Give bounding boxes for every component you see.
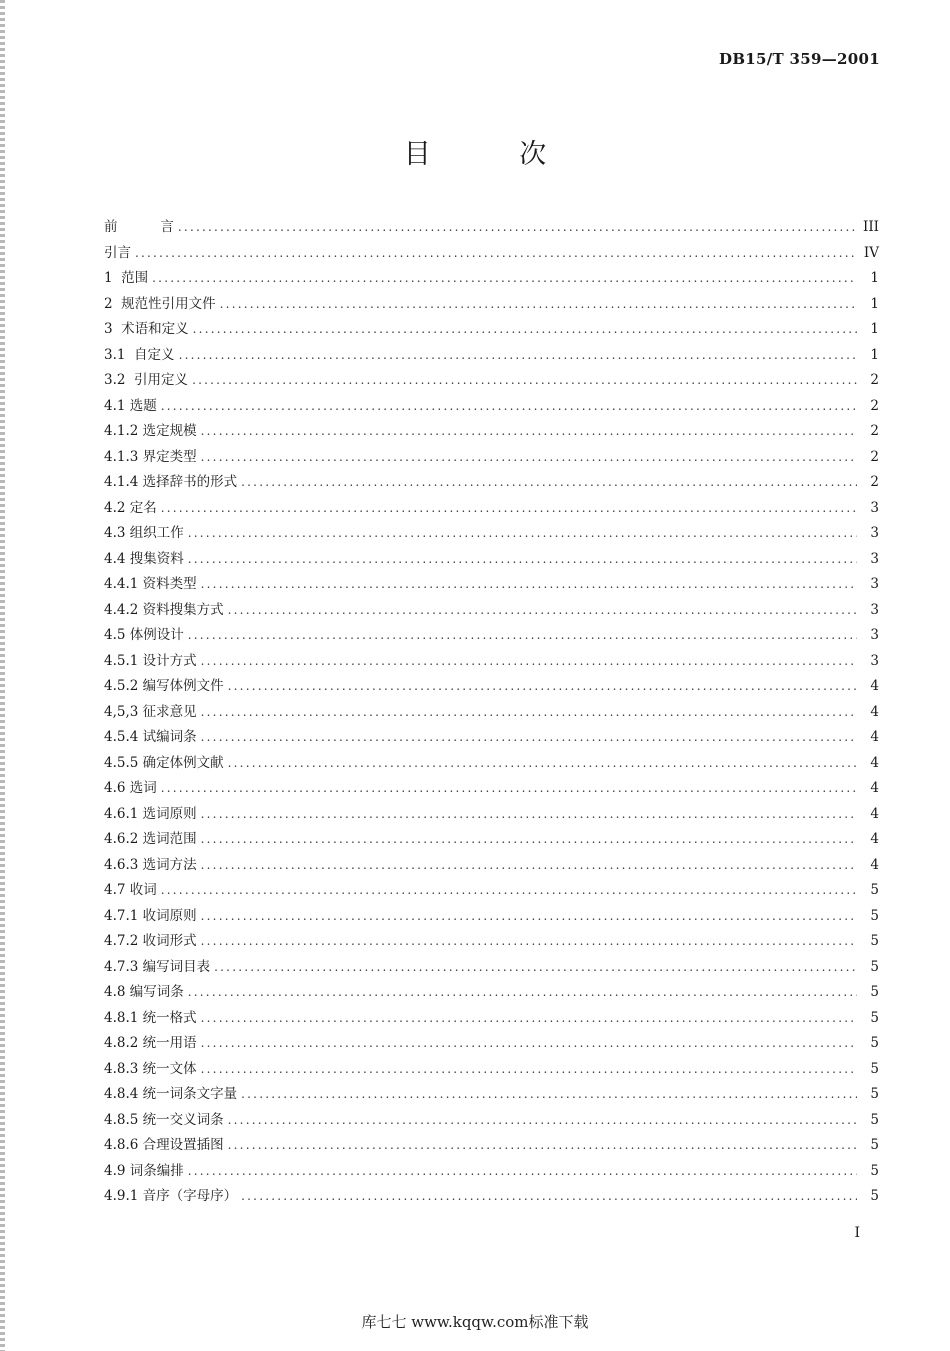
toc-leader-dots bbox=[179, 343, 857, 369]
toc-entry-page: 2 bbox=[870, 372, 879, 388]
toc-entry-label: 1 范围 bbox=[104, 270, 149, 286]
toc-entry-page: 3 bbox=[870, 652, 879, 669]
toc-entry-page: 5 bbox=[870, 1086, 879, 1102]
toc-leader-dots bbox=[201, 572, 857, 598]
toc-leader-dots bbox=[228, 674, 857, 700]
document-code: DB15/T 359—2001 bbox=[719, 50, 880, 68]
toc-entry[interactable] bbox=[104, 215, 879, 241]
toc-leader-dots bbox=[152, 266, 857, 292]
toc-entry[interactable] bbox=[104, 623, 879, 649]
page-title: 目 次 bbox=[403, 139, 587, 170]
toc-leader-dots bbox=[201, 802, 857, 828]
toc-entry[interactable] bbox=[104, 955, 879, 981]
toc-entry-label: 4.7.2 收词形式 bbox=[104, 933, 197, 949]
toc-leader-dots bbox=[201, 1006, 857, 1032]
toc-leader-dots bbox=[228, 1108, 857, 1134]
toc-entry-page: 4 bbox=[870, 856, 879, 873]
toc-leader-dots bbox=[178, 215, 857, 241]
toc-entry[interactable] bbox=[104, 700, 879, 726]
toc-entry-label: 4.1.3 界定类型 bbox=[104, 448, 197, 465]
toc-leader-dots bbox=[228, 1133, 857, 1159]
toc-entry[interactable] bbox=[104, 878, 879, 904]
toc-leader-dots bbox=[193, 317, 857, 343]
page-number: I bbox=[854, 1225, 860, 1241]
toc-entry[interactable] bbox=[104, 1108, 879, 1134]
toc-entry[interactable] bbox=[104, 751, 879, 777]
toc-leader-dots bbox=[228, 751, 857, 777]
toc-entry-page: 2 bbox=[870, 423, 879, 439]
toc-entry-page: 3 bbox=[870, 601, 879, 618]
toc-entry-page: 5 bbox=[870, 984, 879, 1000]
toc-entry[interactable] bbox=[104, 266, 879, 292]
toc-entry[interactable] bbox=[104, 1133, 879, 1159]
toc-entry-label: 4.5.5 确定体例文献 bbox=[104, 754, 224, 771]
toc-entry[interactable] bbox=[104, 445, 879, 471]
toc-entry-label: 4.6.2 选词范围 bbox=[104, 831, 197, 847]
toc-leader-dots bbox=[201, 929, 857, 955]
toc-entry-label: 4.8 编写词条 bbox=[104, 984, 184, 1000]
toc-entry-page: 5 bbox=[870, 907, 879, 924]
toc-leader-dots bbox=[188, 547, 857, 573]
toc-entry-page: 1 bbox=[870, 295, 879, 312]
toc-entry[interactable] bbox=[104, 674, 879, 700]
toc-entry-page: 1 bbox=[870, 346, 879, 363]
toc-entry-page: III bbox=[863, 219, 879, 235]
toc-entry[interactable] bbox=[104, 1159, 879, 1185]
toc-entry-page: 5 bbox=[870, 1188, 879, 1204]
toc-entry-page: 4 bbox=[870, 831, 879, 847]
toc-entry[interactable] bbox=[104, 1006, 879, 1032]
toc-entry-page: 5 bbox=[870, 1162, 879, 1179]
toc-entry[interactable] bbox=[104, 292, 879, 318]
toc-leader-dots bbox=[161, 776, 857, 802]
toc-entry-label: 4.9 词条编排 bbox=[104, 1162, 184, 1179]
toc-entry-page: 4 bbox=[870, 678, 879, 694]
toc-leader-dots bbox=[201, 827, 857, 853]
toc-entry-label: 4.8.1 统一格式 bbox=[104, 1009, 197, 1026]
toc-entry[interactable] bbox=[104, 802, 879, 828]
toc-entry-page: 5 bbox=[870, 882, 879, 898]
toc-entry-page: 5 bbox=[870, 933, 879, 949]
toc-leader-dots bbox=[192, 368, 857, 394]
toc-entry[interactable] bbox=[104, 394, 879, 420]
toc-leader-dots bbox=[161, 878, 857, 904]
toc-entry[interactable] bbox=[104, 1184, 879, 1210]
toc-entry-label: 4.5 体例设计 bbox=[104, 627, 184, 643]
toc-leader-dots bbox=[188, 521, 857, 547]
toc-entry-page: 3 bbox=[870, 525, 879, 541]
toc-leader-dots bbox=[241, 1082, 857, 1108]
toc-entry[interactable] bbox=[104, 929, 879, 955]
toc-leader-dots bbox=[161, 394, 857, 420]
toc-leader-dots bbox=[201, 419, 857, 445]
toc-leader-dots bbox=[201, 649, 857, 675]
toc-entry-page: 4 bbox=[870, 805, 879, 822]
footer-watermark: 库七七 www.kqqw.com标准下载 bbox=[361, 1313, 589, 1331]
toc-entry[interactable] bbox=[104, 572, 879, 598]
toc-leader-dots bbox=[201, 853, 857, 879]
toc-entry-label: 4.5.4 试编词条 bbox=[104, 729, 197, 745]
toc-entry-label: 4.9.1 音序（字母序） bbox=[104, 1188, 238, 1204]
toc-leader-dots bbox=[241, 1184, 857, 1210]
toc-entry[interactable] bbox=[104, 547, 879, 573]
toc-leader-dots bbox=[241, 470, 857, 496]
toc-entry-label: 4.3 组织工作 bbox=[104, 525, 184, 541]
toc-entry[interactable] bbox=[104, 470, 879, 496]
toc-entry-page: 5 bbox=[870, 958, 879, 975]
toc-entry-label: 4.7.3 编写词目表 bbox=[104, 958, 211, 975]
toc-entry[interactable] bbox=[104, 725, 879, 751]
toc-entry-page: 4 bbox=[870, 754, 879, 771]
scan-edge bbox=[0, 0, 5, 1351]
toc-entry[interactable] bbox=[104, 904, 879, 930]
toc-entry-page: IV bbox=[863, 244, 879, 261]
toc-entry[interactable] bbox=[104, 496, 879, 522]
toc-leader-dots bbox=[161, 496, 857, 522]
toc-entry[interactable] bbox=[104, 1057, 879, 1083]
toc-entry-label: 4.5.2 编写体例文件 bbox=[104, 678, 224, 694]
toc-entry[interactable] bbox=[104, 241, 879, 267]
toc-entry-label: 4.4.1 资料类型 bbox=[104, 576, 197, 592]
toc-entry[interactable] bbox=[104, 776, 879, 802]
toc-entry-page: 4 bbox=[870, 780, 879, 796]
toc-entry[interactable] bbox=[104, 980, 879, 1006]
toc-entry-page: 3 bbox=[870, 550, 879, 567]
toc-entry-page: 1 bbox=[870, 321, 879, 337]
toc-entry[interactable] bbox=[104, 419, 879, 445]
toc-entry-page: 3 bbox=[870, 499, 879, 516]
toc-entry-page: 1 bbox=[870, 270, 879, 286]
toc-entry-page: 5 bbox=[870, 1111, 879, 1128]
toc-entry-page: 4 bbox=[870, 703, 879, 720]
toc-entry[interactable] bbox=[104, 317, 879, 343]
toc-entry[interactable] bbox=[104, 343, 879, 369]
toc-leader-dots bbox=[201, 904, 857, 930]
toc-entry-label: 4.6 选词 bbox=[104, 780, 157, 796]
toc-leader-dots bbox=[201, 445, 857, 471]
toc-entry-label: 4,5,3 征求意见 bbox=[104, 703, 197, 720]
toc-entry-page: 4 bbox=[870, 729, 879, 745]
toc-entry-page: 5 bbox=[870, 1035, 879, 1051]
toc-entry-page: 3 bbox=[870, 627, 879, 643]
toc-entry[interactable] bbox=[104, 368, 879, 394]
toc-entry-label: 3.2 引用定义 bbox=[104, 372, 189, 388]
toc-leader-dots bbox=[201, 1031, 857, 1057]
toc-leader-dots bbox=[188, 623, 857, 649]
toc-leader-dots bbox=[135, 241, 857, 267]
table-of-contents bbox=[104, 215, 879, 1210]
toc-entry-label: 4.6.3 选词方法 bbox=[104, 856, 197, 873]
toc-entry[interactable] bbox=[104, 521, 879, 547]
toc-entry-label: 4.2 定名 bbox=[104, 499, 157, 516]
toc-entry-page: 2 bbox=[870, 448, 879, 465]
toc-entry[interactable] bbox=[104, 1082, 879, 1108]
toc-entry-page: 5 bbox=[870, 1137, 879, 1153]
toc-entry-label: 引言 bbox=[104, 244, 131, 261]
toc-entry[interactable] bbox=[104, 1031, 879, 1057]
toc-entry-page: 3 bbox=[870, 576, 879, 592]
toc-entry[interactable] bbox=[104, 598, 879, 624]
toc-entry[interactable] bbox=[104, 853, 879, 879]
toc-entry-label: 4.1.2 选定规模 bbox=[104, 423, 197, 439]
toc-entry-label: 4.8.5 统一交义词条 bbox=[104, 1111, 224, 1128]
toc-entry-label: 4.1 选题 bbox=[104, 397, 157, 414]
toc-entry[interactable] bbox=[104, 827, 879, 853]
toc-leader-dots bbox=[228, 598, 857, 624]
toc-leader-dots bbox=[188, 980, 857, 1006]
toc-leader-dots bbox=[201, 725, 857, 751]
toc-entry-label: 4.5.1 设计方式 bbox=[104, 652, 197, 669]
toc-leader-dots bbox=[220, 292, 857, 318]
toc-entry-page: 2 bbox=[870, 397, 879, 414]
toc-entry-label: 4.4 搜集资料 bbox=[104, 550, 184, 567]
toc-leader-dots bbox=[201, 700, 857, 726]
toc-entry-label: 4.8.2 统一用语 bbox=[104, 1035, 197, 1051]
toc-entry-page: 5 bbox=[870, 1009, 879, 1026]
toc-entry-label: 4.8.4 统一词条文字量 bbox=[104, 1086, 238, 1102]
toc-entry-label: 4.8.3 统一文体 bbox=[104, 1060, 197, 1077]
toc-entry-label: 4.7.1 收词原则 bbox=[104, 907, 197, 924]
toc-entry[interactable] bbox=[104, 649, 879, 675]
toc-entry-label: 4.4.2 资料搜集方式 bbox=[104, 601, 224, 618]
toc-entry-label: 4.1.4 选择辞书的形式 bbox=[104, 474, 238, 490]
toc-leader-dots bbox=[188, 1159, 857, 1185]
toc-entry-label: 4.6.1 选词原则 bbox=[104, 805, 197, 822]
toc-entry-label: 4.8.6 合理设置插图 bbox=[104, 1137, 224, 1153]
toc-entry-label: 4.7 收词 bbox=[104, 882, 157, 898]
toc-entry-label: 3 术语和定义 bbox=[104, 321, 189, 337]
toc-entry-label: 3.1 自定义 bbox=[104, 346, 175, 363]
toc-entry-label: 2 规范性引用文件 bbox=[104, 295, 216, 312]
toc-entry-page: 5 bbox=[870, 1060, 879, 1077]
toc-leader-dots bbox=[214, 955, 857, 981]
toc-entry-label: 前 言 bbox=[104, 219, 174, 235]
toc-entry-page: 2 bbox=[870, 474, 879, 490]
toc-leader-dots bbox=[201, 1057, 857, 1083]
